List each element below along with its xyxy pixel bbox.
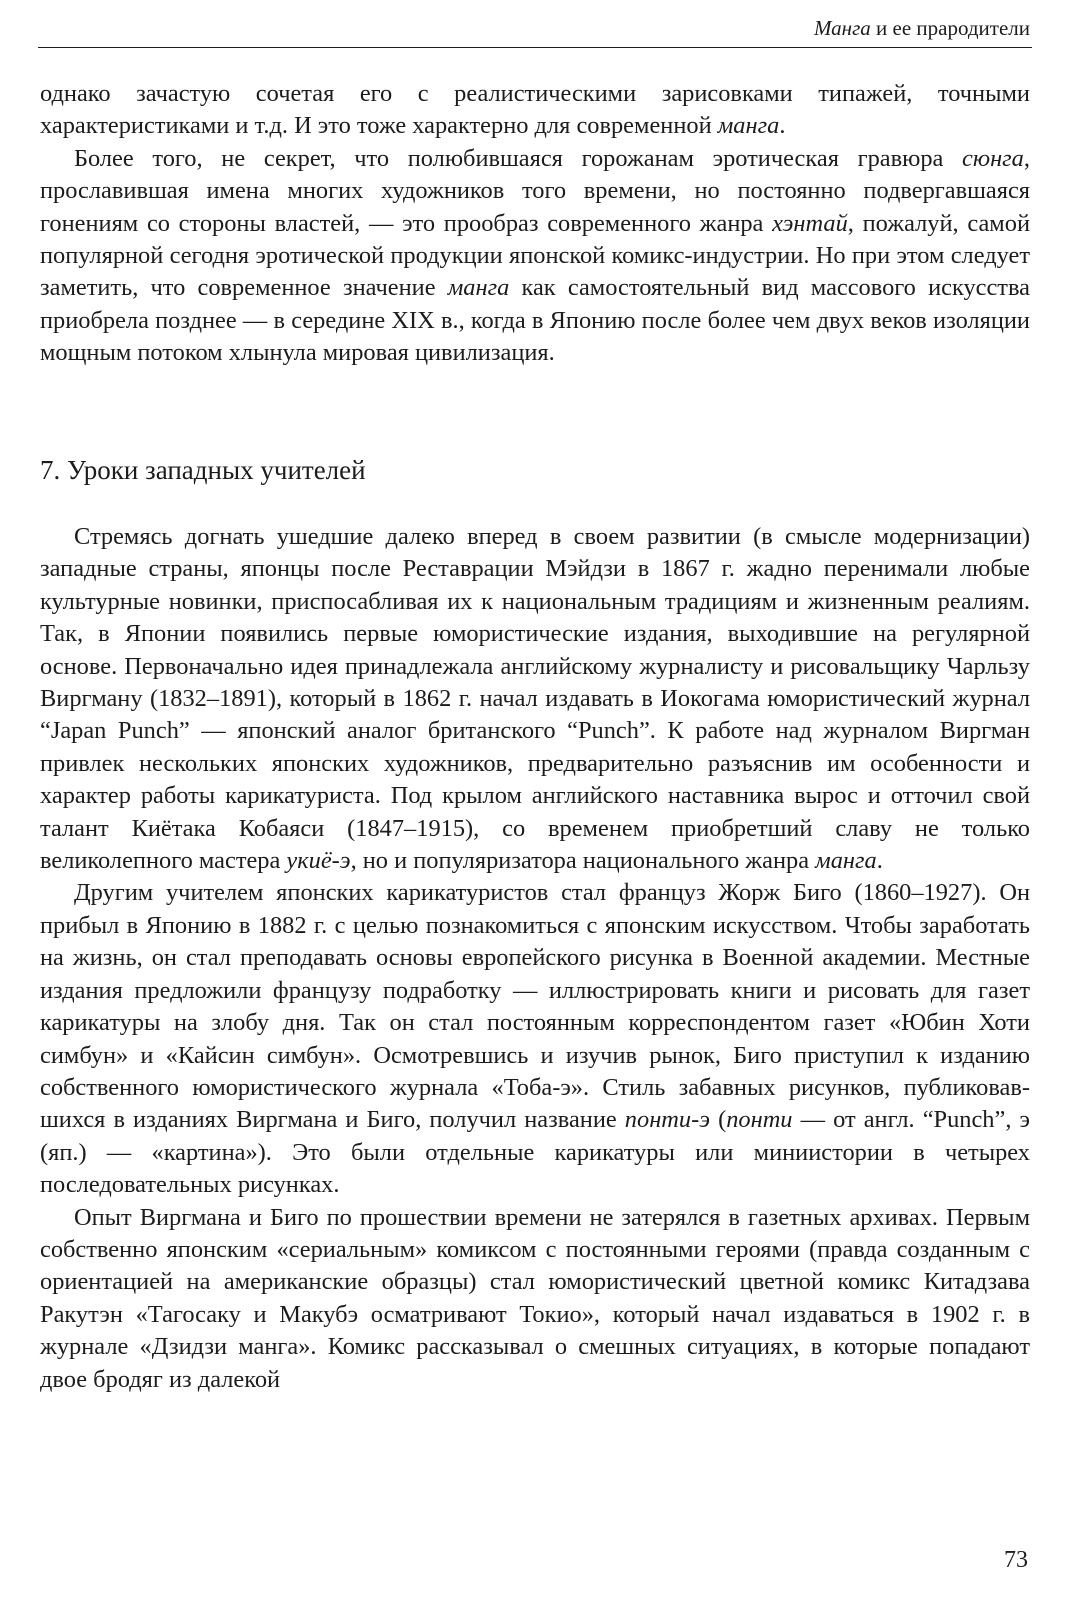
text-run: ( (709, 1106, 727, 1134)
paragraph-syunga (40, 143, 1030, 370)
italic-term: манга (717, 112, 780, 140)
text-run: , но и популяризатора национального жанра (350, 847, 816, 875)
page-number: 73 (1004, 1547, 1028, 1573)
italic-term: укиё-э (286, 847, 351, 875)
header-rule (38, 47, 1032, 48)
text-run: . (779, 112, 786, 140)
text-run: Стремясь догнать ушедшие далеко вперед в своем развитии (в смысле модернизации) западные страны, японцы после Реставрации Мэйдзи в 1867 г. жадно перенимали любые культурные новинки, приспосабливая их к национальным традициям и жизненным реалиям. Так, в Японии появились первые юмористические издания, выходившие на регулярной основе. Первоначально идея принадлежала английскому журналисту и рисовальщику Чарльзу Виргману (1832–1891), который в 1862 г. начал издавать в Иокогама юмористический журнал “Japan Punch” — японский аналог британского “Punch”. К работе над журналом Виргман привлек нескольких японских художников, предварительно разъяснив им особенности и характер работы карикатуриста. Под крылом английского наставника вырос и отточил свой талант Киётака Кобаяси (1847–1915), со временем приобретший славу не только великолепного мастера (40, 523, 1030, 875)
italic-term: хэнтай (772, 209, 848, 237)
text-run: как самостоятельный вид массового искусства приобрела позднее — в середине XIX в., когда в Японию после более чем двух веков изоляции мощным потоком хлынула мировая цивилизация. (40, 274, 1030, 367)
italic-term: манга (447, 274, 510, 302)
text-run: Более того, не секрет, что полюбившаяся горожанам эротическая гравюра (74, 144, 963, 172)
section-text-block (40, 521, 1030, 1396)
text-run: , прославившая имена многих художников того времени, но постоянно подвергавшаяся гонениям со стороны властей, — это прообраз современного жанра (40, 144, 1030, 237)
paragraph-rakuten (40, 1202, 1030, 1396)
text-run: , пожалуй, самой популярной сегодня эротической продукции японской комикс-индустрии. Но при этом следует заметить, что современное значение (40, 209, 1030, 302)
running-header-italic: Манга (813, 16, 871, 40)
text-run: Опыт Виргмана и Биго по прошествии времени не затерялся в газетных архивах. Первым собственно японским «сериальным» комиксом с постоянными героями (правда созданным с ориентацией на американские образцы) стал юмористический цветной комикс Китадзава Ракутэн «Тагосаку и Макубэ осматривают Токио», который начал издаваться в 1902 г. в журнале «Дзидзи манга». Комикс рассказывал о смешных ситуациях, в которые попадают двое бродяг из далекой (40, 1203, 1030, 1393)
section-heading: 7. Уроки западных учителей (40, 455, 366, 485)
text-run: однако зачастую сочетая его с реалистическими зарисовками типажей, точными характеристиками и т.д. И это тоже характерно для современной (40, 80, 1030, 140)
paragraph-wirgman (40, 521, 1030, 877)
running-header (814, 14, 1030, 42)
running-header-rest: и ее прародители (870, 16, 1030, 40)
paragraph-bigot (40, 877, 1030, 1201)
text-run: — от англ. “Punch”, э (яп.) — «картина»). Это были отдельные карикатуры или миниистории в четырех последовательных рисунках. (40, 1106, 1030, 1199)
text-run: . (876, 847, 883, 875)
italic-term: понти (726, 1106, 793, 1134)
italic-term: сюнга (962, 144, 1024, 172)
text-run: Другим учителем японских карикатуристов стал француз Жорж Биго (1860–1927). Он прибыл в Японию в 1882 г. с целью познакомиться с японским искусством. Чтобы заработать на жизнь, он стал преподавать основы европейского рисунка в Военной академии. Местные издания предложили французу подработку — иллюстрировать книги и рисовать для газет карикатуры на злобу дня. Так он стал постоянным корреспондентом газет «Юбин Хоти симбун» и «Кайсин симбун». Осмотревшись и изучив рынок, Биго приступил к изданию собственного юмористического журнала «Тоба-э». Стиль забавных рисунков, публиковавшихся в изданиях Виргмана и Биго, получил название (40, 879, 1030, 1134)
italic-term: манга (815, 847, 877, 875)
continued-text-block (40, 78, 1030, 370)
paragraph-continued (40, 78, 1030, 143)
italic-term: понти-э (624, 1106, 710, 1134)
